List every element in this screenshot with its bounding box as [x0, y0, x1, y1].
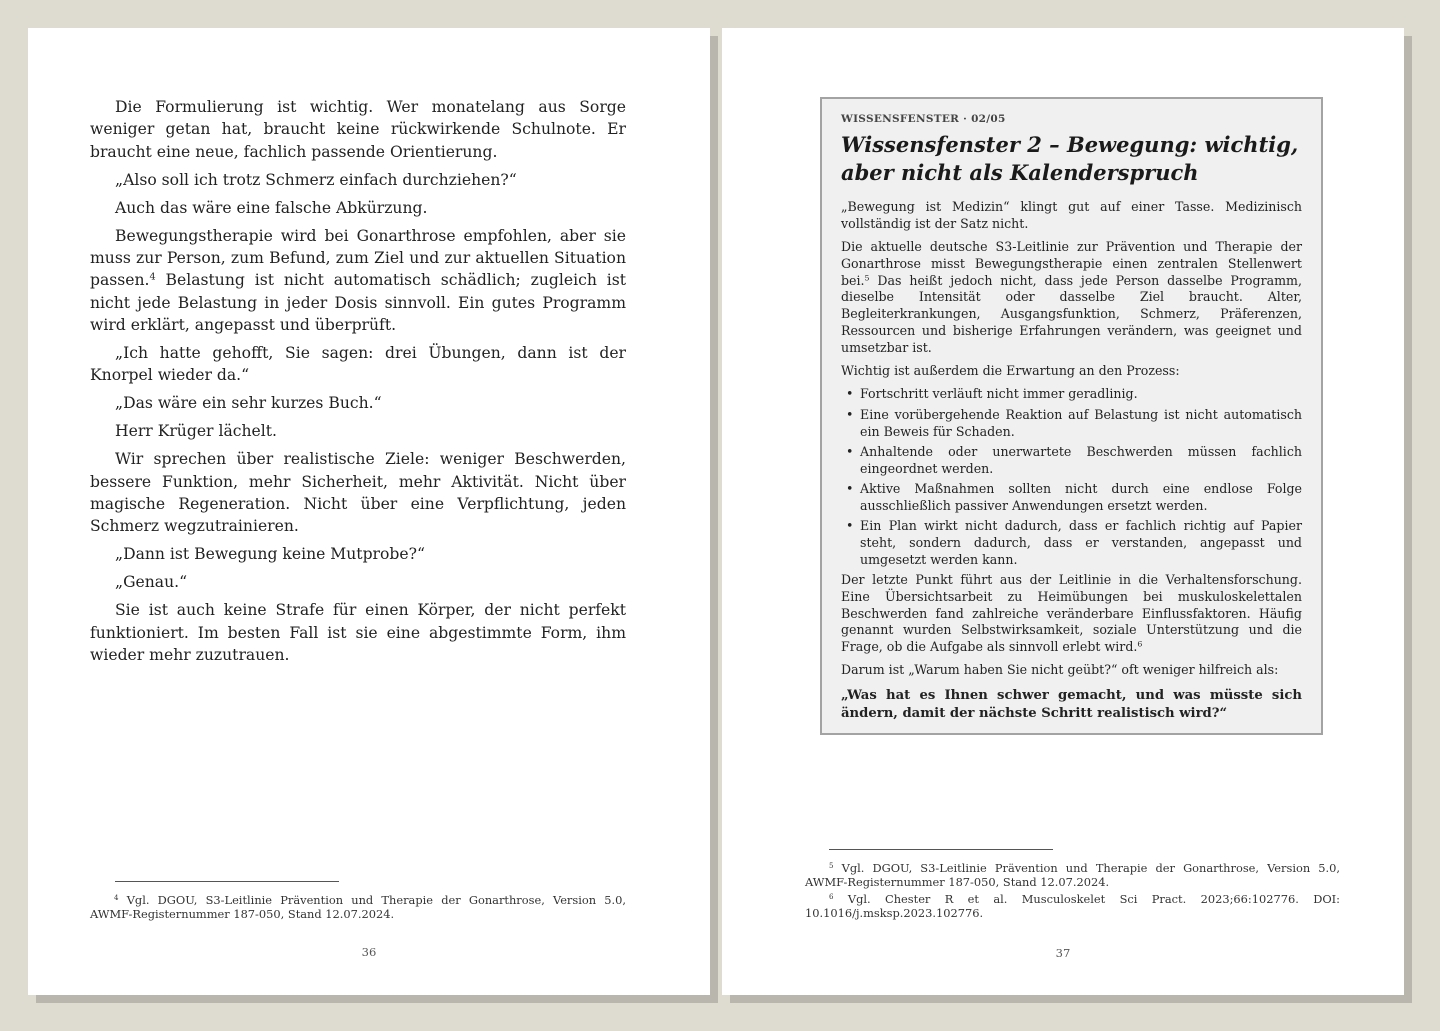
- bullet-item: • Aktive Maßnahmen sollten nicht durch eine endlose Folge ausschließlich passiver Anwendungen ersetzt werden.: [841, 481, 1302, 515]
- paragraph: „Dann ist Bewegung keine Mutprobe?“: [115, 545, 425, 564]
- box-paragraph-text: Das heißt jedoch nicht, dass jede Person dasselbe Programm, dieselbe Intensität oder dasselbe Ziel braucht. Alter, Begleiterkrankungen, Ausgangsfunktion, Schmerz, Präferenzen, Ressourcen und bisherige Erfahrungen verändern, was geeignet und umsetzbar ist.: [841, 272, 1302, 355]
- page-left: [28, 28, 710, 995]
- page-number: 36: [361, 945, 377, 959]
- paragraph: „Also soll ich trotz Schmerz einfach durchziehen?“: [115, 170, 517, 189]
- box-paragraph: [841, 572, 1302, 656]
- footnote-divider: [115, 881, 339, 882]
- bullet-list: [841, 386, 1302, 568]
- box-paragraph-text: Die aktuelle deutsche S3-Leitlinie zur Prävention und Therapie der Gonarthrose misst Bewegungstherapie einen zentralen Stellenwert bei.: [841, 239, 1302, 288]
- footnote-number: 6: [829, 891, 834, 901]
- paragraph-text: Belastung ist nicht automatisch schädlich; zugleich ist nicht jede Belastung in jeder Dosis sinnvoll. Ein gutes Programm wird erklärt, angepasst und überprüft.: [90, 271, 626, 335]
- footnote-text: Vgl. DGOU, S3-Leitlinie Prävention und Therapie der Gonarthrose, Version 5.0, AWMF-Registernummer 187-050, Stand 12.07.2024.: [805, 861, 1341, 890]
- paragraph: Wir sprechen über realistische Ziele: weniger Beschwerden, bessere Funktion, mehr Sicherheit, mehr Aktivität. Nicht über magische Regeneration. Nicht über eine Verpflichtung, jeden Schmerz wegzutrainieren.: [90, 450, 626, 536]
- page-right: [722, 28, 1404, 995]
- paragraph: [90, 225, 626, 337]
- footnote-reference[interactable]: 4: [149, 272, 156, 284]
- body-text: [90, 96, 626, 672]
- paragraph-text: Bewegungstherapie wird bei Gonarthrose empfohlen, aber sie muss zur Person, zum Befund, zum Ziel und zur aktuellen Situation passen.: [90, 226, 626, 290]
- paragraph: „Ich hatte gehofft, Sie sagen: drei Übungen, dann ist der Knorpel wieder da.“: [90, 344, 626, 385]
- box-paragraph: Darum ist „Warum haben Sie nicht geübt?“ oft weniger hilfreich als:: [841, 662, 1279, 678]
- bullet-item: • Ein Plan wirkt nicht dadurch, dass er fachlich richtig auf Papier steht, sondern dadurch, dass er verstanden, angepasst und umgesetzt werden kann.: [841, 518, 1302, 568]
- paragraph: Auch das wäre eine falsche Abkürzung.: [115, 198, 428, 217]
- box-paragraph-text: Der letzte Punkt führt aus der Leitlinie in die Verhaltensforschung. Eine Übersichtsarbeit zu Heimübungen bei muskuloskelettalen Beschwerden fand zahlreiche veränderbare Einflussfaktoren. Häufig genannt wurden Selbstwirksamkeit, soziale Unterstützung und die Frage, ob die Aufgabe als sinnvoll erlebt wird.: [841, 571, 1302, 655]
- box-paragraph: Wichtig ist außerdem die Erwartung an den Prozess:: [841, 363, 1180, 379]
- footnote: [90, 893, 626, 922]
- box-highlight-question: „Was hat es Ihnen schwer gemacht, und was müsste sich ändern, damit der nächste Schritt realistisch wird?“: [841, 688, 1302, 721]
- footnote-divider: [829, 849, 1053, 850]
- footnote-text: Vgl. DGOU, S3-Leitlinie Prävention und Therapie der Gonarthrose, Version 5.0, AWMF-Registernummer 187-050, Stand 12.07.2024.: [90, 893, 626, 922]
- footnote-number: 5: [829, 861, 834, 871]
- box-body: [841, 199, 1302, 722]
- box-title: Wissensfenster 2 – Bewegung: wichtig, aber nicht als Kalenderspruch: [841, 132, 1299, 185]
- footnotes: [805, 861, 1340, 923]
- box-paragraph: [841, 239, 1302, 357]
- info-box: [820, 97, 1323, 735]
- footnotes: [90, 893, 626, 924]
- footnote: [805, 892, 1340, 921]
- paragraph: Die Formulierung ist wichtig. Wer monatelang aus Sorge weniger getan hat, braucht keine rückwirkende Schulnote. Er braucht eine neue, fachlich passende Orientierung.: [90, 98, 626, 161]
- bullet-item: • Eine vorübergehende Reaktion auf Belastung ist nicht automatisch ein Beweis für Schaden.: [841, 407, 1302, 441]
- footnote: [805, 861, 1340, 890]
- footnote-text: Vgl. Chester R et al. Musculoskelet Sci Pract. 2023;66:102776. DOI: 10.1016/j.msksp.2023.102776.: [805, 891, 1340, 921]
- paragraph: Herr Krüger lächelt.: [115, 422, 277, 441]
- box-kicker: WISSENSFENSTER · 02/05: [841, 113, 1006, 125]
- bullet-item: • Fortschritt verläuft nicht immer geradlinig.: [841, 386, 1302, 403]
- paragraph: „Das wäre ein sehr kurzes Buch.“: [115, 394, 382, 413]
- bullet-item: • Anhaltende oder unerwartete Beschwerden müssen fachlich eingeordnet werden.: [841, 444, 1302, 478]
- paragraph: „Genau.“: [115, 573, 188, 592]
- footnote-number: 4: [114, 893, 119, 903]
- box-paragraph: „Bewegung ist Medizin“ klingt gut auf einer Tasse. Medizinisch vollständig ist der Satz nicht.: [841, 199, 1302, 231]
- footnote-reference[interactable]: 5: [864, 273, 870, 283]
- paragraph: Sie ist auch keine Strafe für einen Körper, der nicht perfekt funktioniert. Im besten Fall ist sie eine abgestimmte Form, ihm wieder mehr zuzutrauen.: [90, 601, 626, 664]
- footnote-reference[interactable]: 6: [1137, 639, 1143, 649]
- page-number: 37: [1055, 946, 1071, 960]
